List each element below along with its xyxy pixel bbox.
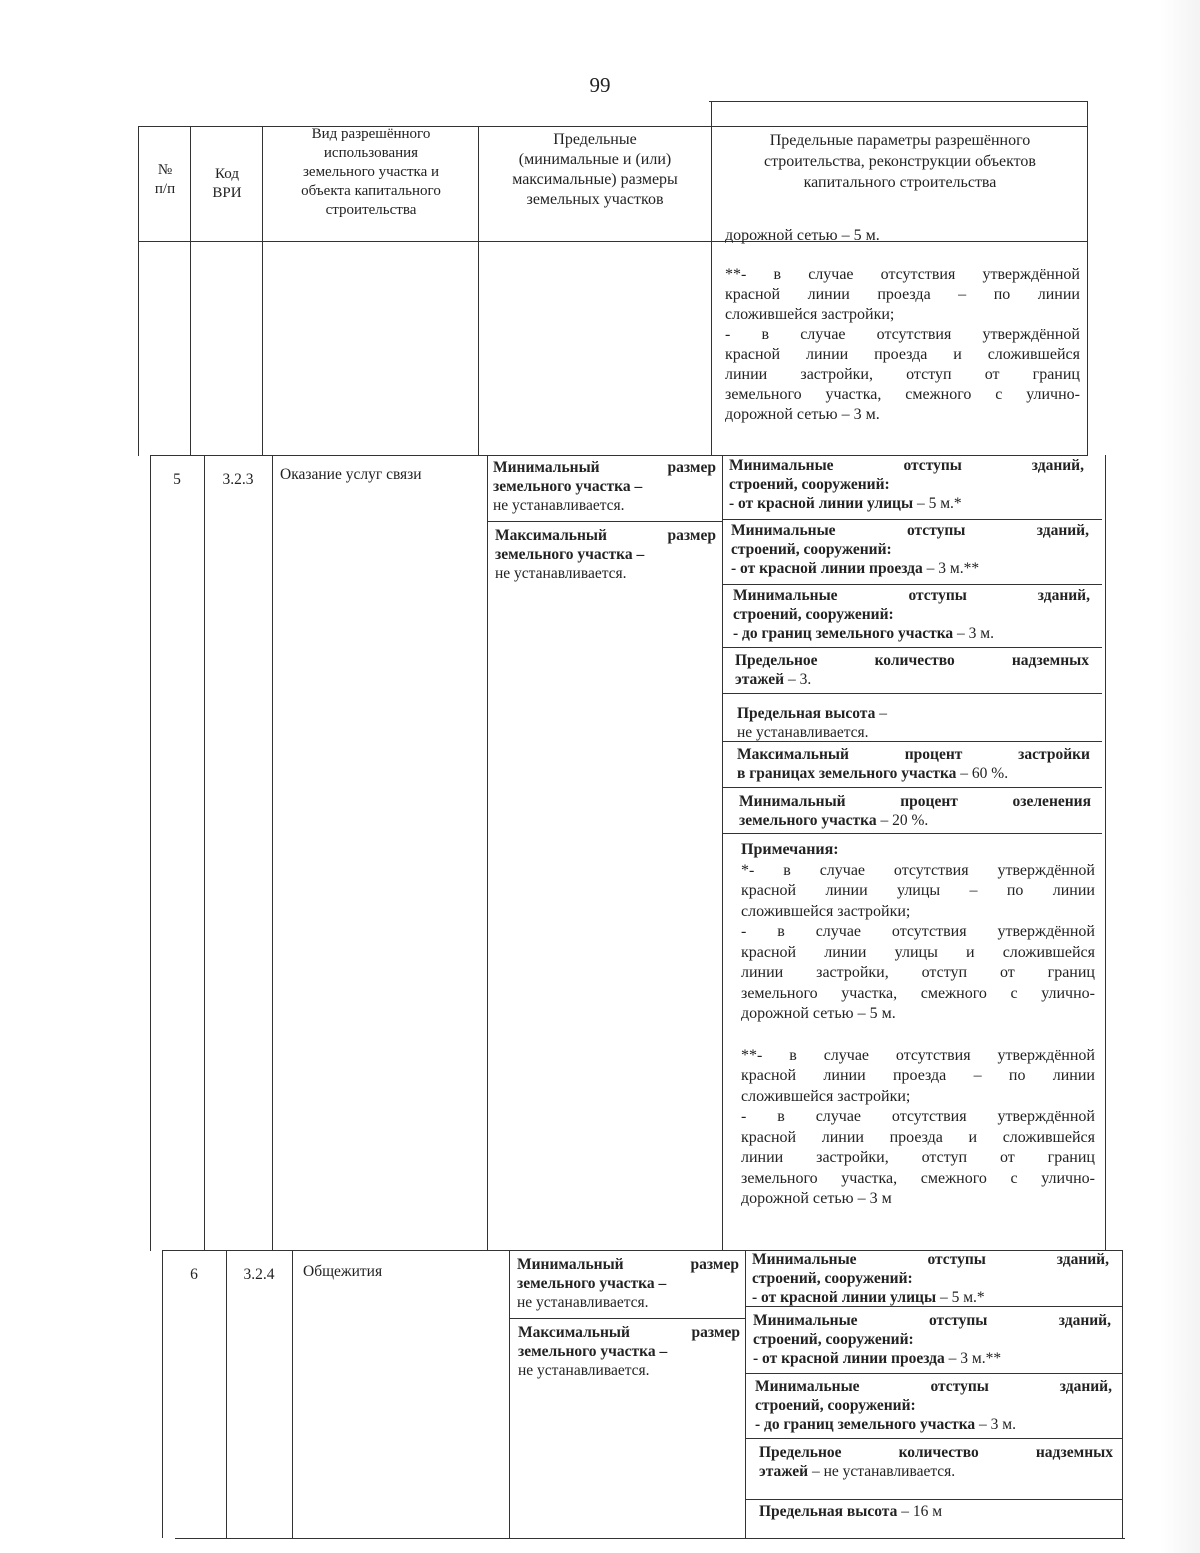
row5-param-street-setback: Минимальные отступы зданий, строений, сооружений: - от красной линии улицы – 5 м.* <box>729 457 1084 512</box>
row6-param-street-setback: Минимальные отступы зданий, строений, сооружений: - от красной линии улицы – 5 м.* <box>752 1251 1109 1306</box>
header-num: № п/п <box>154 162 176 197</box>
row5-code: 3.2.3 <box>222 471 254 488</box>
row5-param-height: Предельная высота – не устанавливается. <box>737 705 887 741</box>
row5-param-driveway-setback: Минимальные отступы зданий, строений, сооружений: - от красной линии проезда – 3 м.** <box>731 522 1089 577</box>
row5-min-size: Минимальный размер земельного участка – не устанавливается. <box>493 459 716 514</box>
row5-param-green-percent: Минимальный процент озеленения земельного участка – 20 %. <box>739 793 1091 829</box>
header-use: Вид разрешённого использования земельного участка и объекта капитального строительства <box>301 126 441 218</box>
row5-param-boundary-setback: Минимальные отступы зданий, строений, сооружений: - до границ земельного участка – 3 м. <box>733 587 1090 642</box>
row5-param-built-percent: Максимальный процент застройки в границах земельного участка – 60 %. <box>737 746 1090 782</box>
row5-max-size: Максимальный размер земельного участка – не устанавливается. <box>495 527 716 582</box>
header-code: Код ВРИ <box>212 166 242 201</box>
row5-use-name: Оказание услуг связи <box>280 466 422 483</box>
row6-param-floors: Предельное количество надземных этажей – не устанавливается. <box>759 1444 1113 1480</box>
row5-param-floors: Предельное количество надземных этажей – 3. <box>735 652 1089 688</box>
scan-edge-shadow <box>1160 0 1200 1553</box>
header-size: Предельные (минимальные и (или) максимальные) размеры земельных участков <box>512 131 678 208</box>
row5-notes: Примечания: *- в случае отсутствия утверждённой красной линии улицы – по линии сложившейся застройки; - в случае отсутствия утверждённой красной линии улицы и сложившейся линии застройки, отступ от границ земельного участка, смежного с улично- дорожной сетью – 5 м. **- в случае отсутствия утверждённой красной линии проезда – по линии сложившейся застройки; - в случае отсутствия утверждённой красной линии проезда и сложившейся линии застройки, отступ от границ земельного участка, смежного с улично- дорожной сетью – 3 м <box>741 841 1095 1207</box>
row6-use-name: Общежития <box>303 1263 383 1280</box>
header-params: Предельные параметры разрешённого строительства, реконструкции объектов капитального строительства <box>764 132 1036 191</box>
row5-num: 5 <box>173 471 181 488</box>
row6-param-height: Предельная высота – 16 м <box>759 1503 943 1520</box>
row6-code: 3.2.4 <box>243 1266 275 1283</box>
row6-num: 6 <box>190 1266 198 1283</box>
row6-max-size: Максимальный размер земельного участка – не устанавливается. <box>518 1324 740 1379</box>
page-number: 99 <box>589 73 611 97</box>
continuation-notes: дорожной сетью – 5 м. **- в случае отсутствия утверждённой красной линии проезда – по линии сложившейся застройки; - в случае отсутствия утверждённой красной линии проезда и сложившейся линии застройки, отступ от границ земельного участка, смежного с улично- дорожной сетью – 3 м. <box>725 227 1080 423</box>
row6-param-boundary-setback: Минимальные отступы зданий, строений, сооружений: - до границ земельного участка – 3 м. <box>755 1378 1112 1433</box>
row6-min-size: Минимальный размер земельного участка – не устанавливается. <box>517 1256 739 1311</box>
row6-param-driveway-setback: Минимальные отступы зданий, строений, сооружений: - от красной линии проезда – 3 м.** <box>753 1312 1111 1367</box>
